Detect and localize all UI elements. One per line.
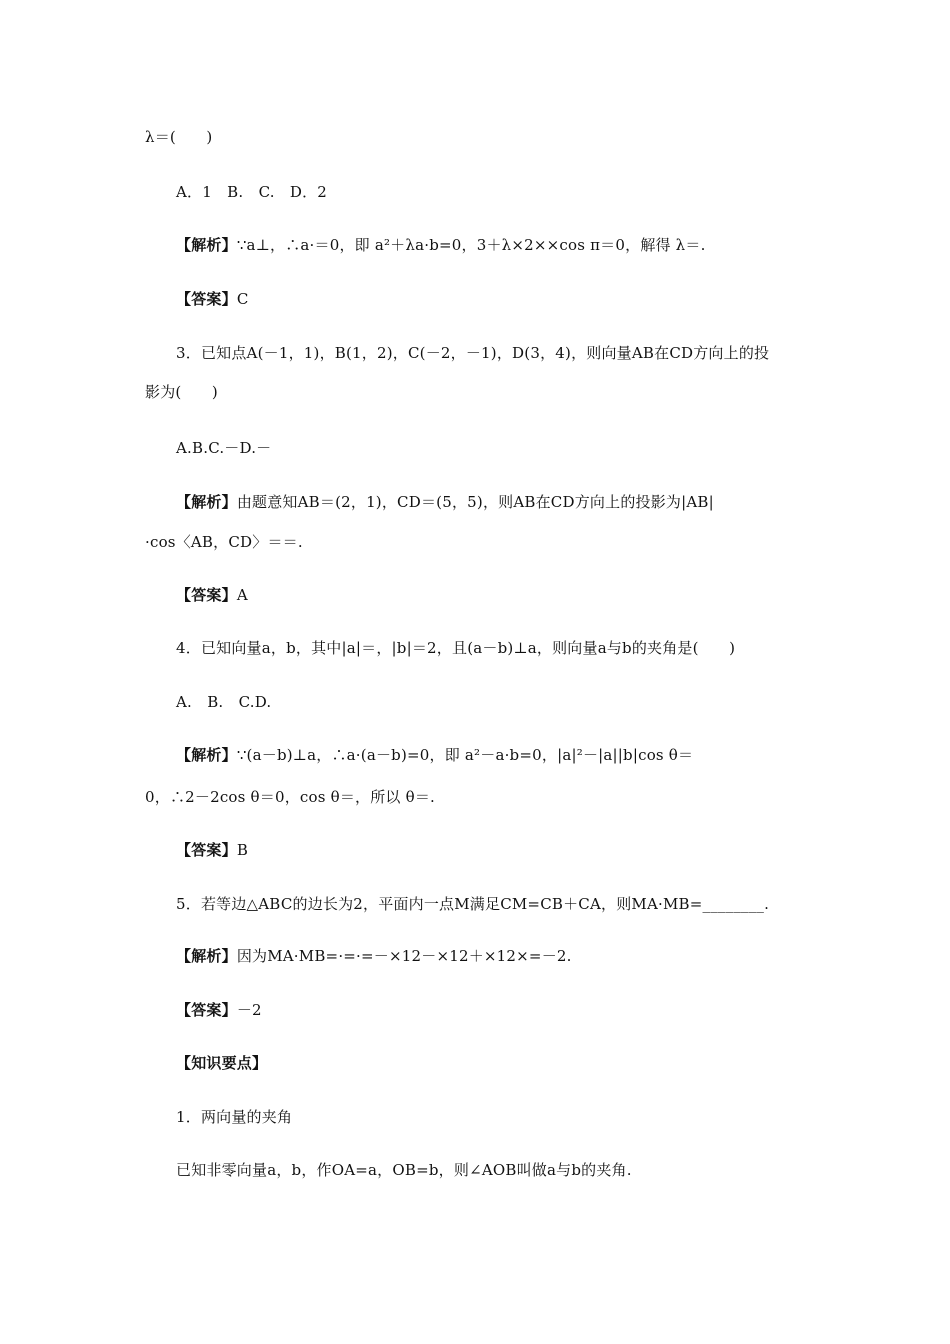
text-line: λ＝( ): [145, 128, 213, 146]
text-line: 影为( ): [145, 383, 218, 401]
subsection-title: 1．两向量的夹角: [176, 1108, 293, 1126]
analysis-line: 【解析】因为MA·MB=·=·=－×12－×12＋×12×=－2.: [176, 947, 572, 965]
question-line: 4．已知向量a，b，其中|a|＝，|b|＝2，且(a－b)⊥a，则向量a与b的夹角是( ): [176, 639, 736, 657]
text-line: 已知非零向量a，b，作OA=a，OB=b，则∠AOB叫做a与b的夹角.: [176, 1161, 632, 1179]
options-line: A．1 B. C. D．2: [176, 183, 328, 201]
text-line: ·cos〈AB，CD〉＝＝.: [145, 533, 303, 551]
options-line: A.B.C.－D.－: [176, 439, 272, 457]
analysis-line: 【解析】∵a⊥，∴a·＝0，即 a²＋λa·b=0，3＋λ×2××cos π＝0，解得 λ＝.: [176, 236, 706, 254]
section-heading: 【知识要点】: [176, 1054, 268, 1072]
analysis-line: 【解析】由题意知AB＝(2，1)，CD＝(5，5)，则AB在CD方向上的投影为|AB|: [176, 493, 714, 511]
analysis-line: 【解析】∵(a－b)⊥a，∴a·(a－b)=0，即 a²－a·b=0，|a|²－|a||b|cos θ＝: [176, 746, 694, 764]
answer-line: 【答案】A: [176, 586, 248, 604]
answer-line: 【答案】B: [176, 841, 249, 859]
answer-line: 【答案】C: [176, 290, 249, 308]
text-line: 0，∴2－2cos θ＝0，cos θ＝，所以 θ＝.: [145, 788, 435, 806]
answer-line: 【答案】－2: [176, 1001, 262, 1019]
question-line: 5．若等边△ABC的边长为2，平面内一点M满足CM=CB＋CA，则MA·MB=________.: [176, 895, 770, 913]
question-line: 3．已知点A(－1，1)，B(1，2)，C(－2，－1)，D(3，4)，则向量AB在CD方向上的投: [176, 344, 770, 362]
options-line: A. B. C.D.: [176, 693, 272, 711]
